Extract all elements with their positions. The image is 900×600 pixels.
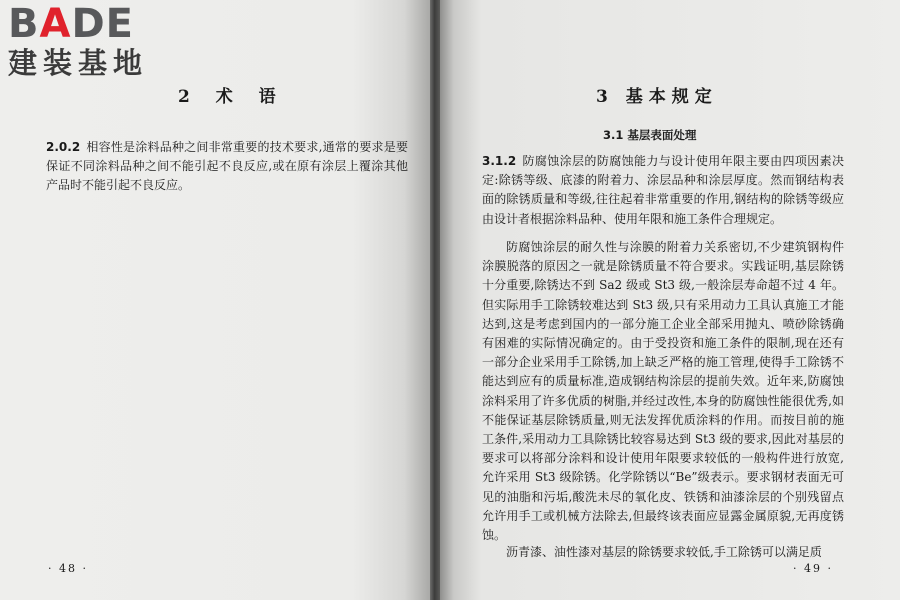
section-title: 3.1 基层表面处理: [603, 128, 697, 142]
book-gutter: [430, 0, 440, 600]
paragraph-3-1-2: 3.1.2 防腐蚀涂层的防腐蚀能力与设计使用年限主要由四项因素决定:除锈等级、底漆的附着力、涂层品种和涂层厚度。然而钢结构表面的除锈质量和等级,往往起着非常重要的作用,钢结构的除锈等级应由设计者根据涂料品种、使用年限和施工条件合理规定。: [482, 154, 844, 226]
chapter-title-right: 3 基本规定: [596, 87, 718, 107]
page-number-right: · 49 ·: [793, 562, 833, 575]
paragraph-2-0-2: 2.0.2 相容性是涂料品种之间非常重要的技术要求,通常的要求是要保证不同涂料品种之间不能引起不良反应,或在原有涂层上覆涂其他产品时不能引起不良反应。: [46, 140, 408, 193]
logo-subtitle: 建装基地: [8, 46, 149, 80]
paragraph-rust-removal: 防腐蚀涂层的耐久性与涂膜的附着力关系密切,不少建筑钢构件涂膜脱落的原因之一就是除锈质量不符合要求。实践证明,基层除锈十分重要,除锈达不到 Sa2 级或 St3 级,一般涂层寿命超不过 4 年。但实际用手工除锈较难达到 St3 级,只有采用动力工具认真施工才能达到,这是考虑到国内的一部分施工企业全部采用抛丸、喷砂除锈确有困难的实际情况确定的。由于受投资和施工条件的限制,现在还有一部分企业采用手工除锈,加上缺乏严格的施工管理,使得手工除锈不能达到应有的质量标准,造成钢结构涂层的提前失效。近年来,防腐蚀涂料采用了许多优质的树脂,并经过改性,本身的防腐蚀性能很优秀,如不能保证基层除锈质量,则无法发挥优质涂料的作用。而按目前的施工条件,采用动力工具除锈比较容易达到 St3 级的要求,因此对基层的要求可以将部分涂料和设计使用年限要求较低的一般构件进行放宽,允许采用 St3 级除锈。化学除锈以“Be”级表示。要求钢材表面无可见的油脂和污垢,酸洗未尽的氧化皮、铁锈和油漆涂层的个别残留点允许用手工或机械方法除去,但最终该表面应显露金属原貌,无再度锈蚀。: [482, 240, 844, 543]
logo-wordmark: BADE: [8, 1, 134, 47]
page-number-left: · 48 ·: [48, 562, 88, 575]
chapter-title-left: 2 术 语: [178, 87, 286, 107]
bade-logo: [8, 1, 178, 80]
paragraph-asphalt-paint: 沥青漆、油性漆对基层的除锈要求较低,手工除锈可以满足质: [506, 545, 822, 559]
